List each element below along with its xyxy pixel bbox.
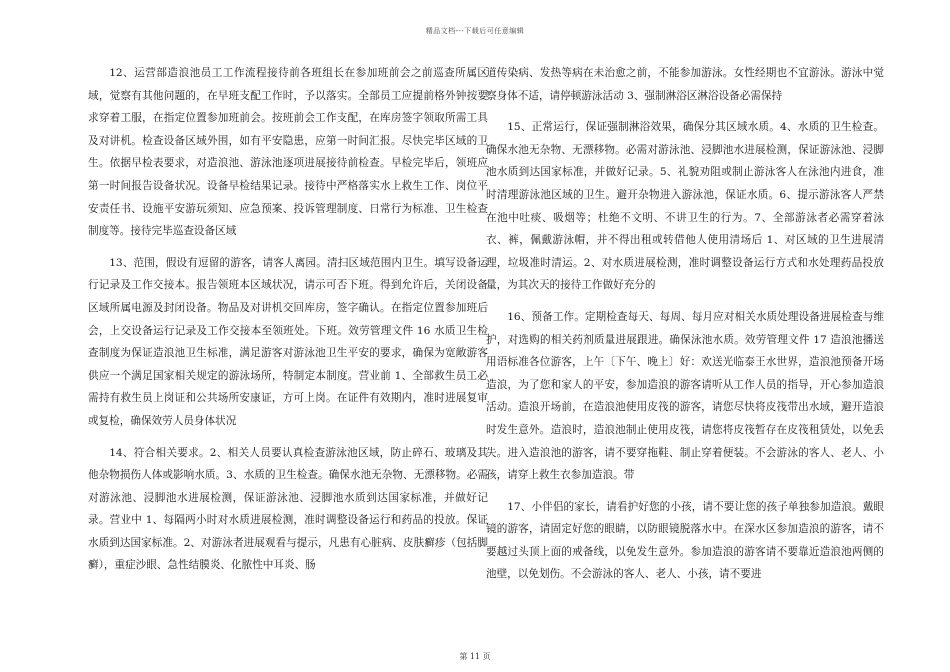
page-header: 精品文档---下载后可任意编辑: [425, 27, 525, 35]
paragraph-14-continued: 道传染病、发热等病在未治愈之前，不能参加游泳。女性经期也不宜游泳。游泳中觉察身体不适，请停顿游泳活动 3、强制淋浴区淋浴设备必需保持: [486, 67, 884, 102]
paragraph-14: 14、符合相关要求。2、相关人员要认真检查游泳池区域，防止碎石、玻璃及其他杂物损伤人体或影响水质。3、水质的卫生检查。确保水池无杂物、无漂移物。必需对游泳池、浸脚池水进展检测，保证游泳池、浸脚池水质到达国家标准，并做好记录。营业中 1、每隔两小时对水质进展检测，准时调整设备运行和药品的投放。保证水质到达国家标准。2、对游泳者进展观看与提示，凡患有心脏病、皮肤癣疹（包括脚癣），重症沙眼、急性结膜炎、化脓性中耳炎、肠: [88, 446, 488, 572]
page-number: 第 11 页: [459, 652, 491, 661]
paragraph-13: 13、范围，假设有逗留的游客，请客人离园。清扫区域范围内卫生。填写设备运行记录及工作交接本。报告领班本区域状况，请示可否下班。得到允许后，关闭设备区域所属电源及封闭设备。物品及对讲机交回库房，签字确认。在指定位置参加班后会，上交设备运行记录及工作交接本至领班处。下班。效劳管理文件 16 水质卫生检查制度为保证造浪池卫生标准，满足游客对游泳池卫生平安的要求，确保为宽敞游客供应一个满足国家相关规定的游泳场所，特制定本制度。营业前 1、全部救生员工必需持有救生员上岗证和公共场所安康证，方可上岗。在证件有效期内，准时进展复审或复检，确保效劳人员身体状况: [88, 256, 488, 427]
paragraph-15: 15、正常运行，保证强制淋浴效果，确保分其区域水质。4、水质的卫生检查。确保水池无杂物、无漂移物。必需对游泳池、浸脚池水进展检测，保证游泳池、浸脚池水质到达国家标准，并做好记录。5、礼貌劝阻或制止游泳客人在泳池内进食，准时清理游泳池区域的卫生。避开杂物进入游泳池，保证水质。6、提示游泳客人严禁在池中吐痰、吸烟等；杜绝不文明、不讲卫生的行为。7、全部游泳者必需穿着泳衣、裤，佩戴游泳帽，并不得出租或转借他人使用清场后 1、对区域的卫生进展清理，垃圾准时清运。2、对水质进展检测，准时调整设备运行方式和水处理药品投放量，为其次天的接待工作做好充分的: [486, 121, 884, 292]
left-column: [88, 62, 488, 586]
right-column: [486, 62, 884, 595]
paragraph-16: 16、预备工作。定期检查每天、每周、每月应对相关水质处理设备进展检查与维护，对选购的相关药剂质量进展跟进。确保泳池水质。效劳管理文件 17 造浪池播送用语标准各位游客，上午〔下午、晚上〕好：欢送光临泰王水世界，造浪池预备开场造浪，为了您和家人的平安，参加造浪的游客请听从工作人员的指导，开心参加造浪活动。造浪开场前，在造浪池使用皮筏的游客，请您尽快将皮筏带出水域，避开造浪时发生意外。造浪时，造浪池制止使用皮筏，请您将皮筏暂存在皮筏租赁处，以免丢失。进入造浪池的游客，请不要穿拖鞋、制止穿着便装。不会游泳的客人、老人、小孩，请穿上救生衣参加造浪。带: [486, 310, 884, 482]
paragraph-12: 12、运营部造浪池员工工作流程接待前各班组长在参加班前会之前巡查所属区域，觉察有其他问题的，在早班支配工作时，予以落实。全部员工应提前格外钟按要求穿着工服，在指定位置参加班前会。按班前会工作支配，在库房签字领取所需工具及对讲机。检查设备区域外围，如有平安隐患，应第一时间汇报。尽快完毕区域的卫生。依据早检表要求，对造浪池、游泳池逐项进展接待前检查。早检完毕后，领班应第一时间报告设备状况。设备早检结果记录。接待中严格落实水上救生工作、岗位平安责任书、设施平安游玩须知、应急预案、投诉管理制度、日常行为标准、卫生检查制度等。接待完毕巡查设备区域: [88, 67, 488, 238]
paragraph-17: 17、小伴侣的家长，请看护好您的小孩，请不要让您的孩子单独参加造浪。戴眼镜的游客，请固定好您的眼睛，以防眼镜脱落水中。在深水区参加造浪的游客，请不要越过头顶上面的戒备线，以免发生意外。参加造浪的游客请不要靠近造浪池两侧的池壁，以免划伤。不会游泳的客人、老人、小孩，请不要进: [486, 500, 884, 581]
